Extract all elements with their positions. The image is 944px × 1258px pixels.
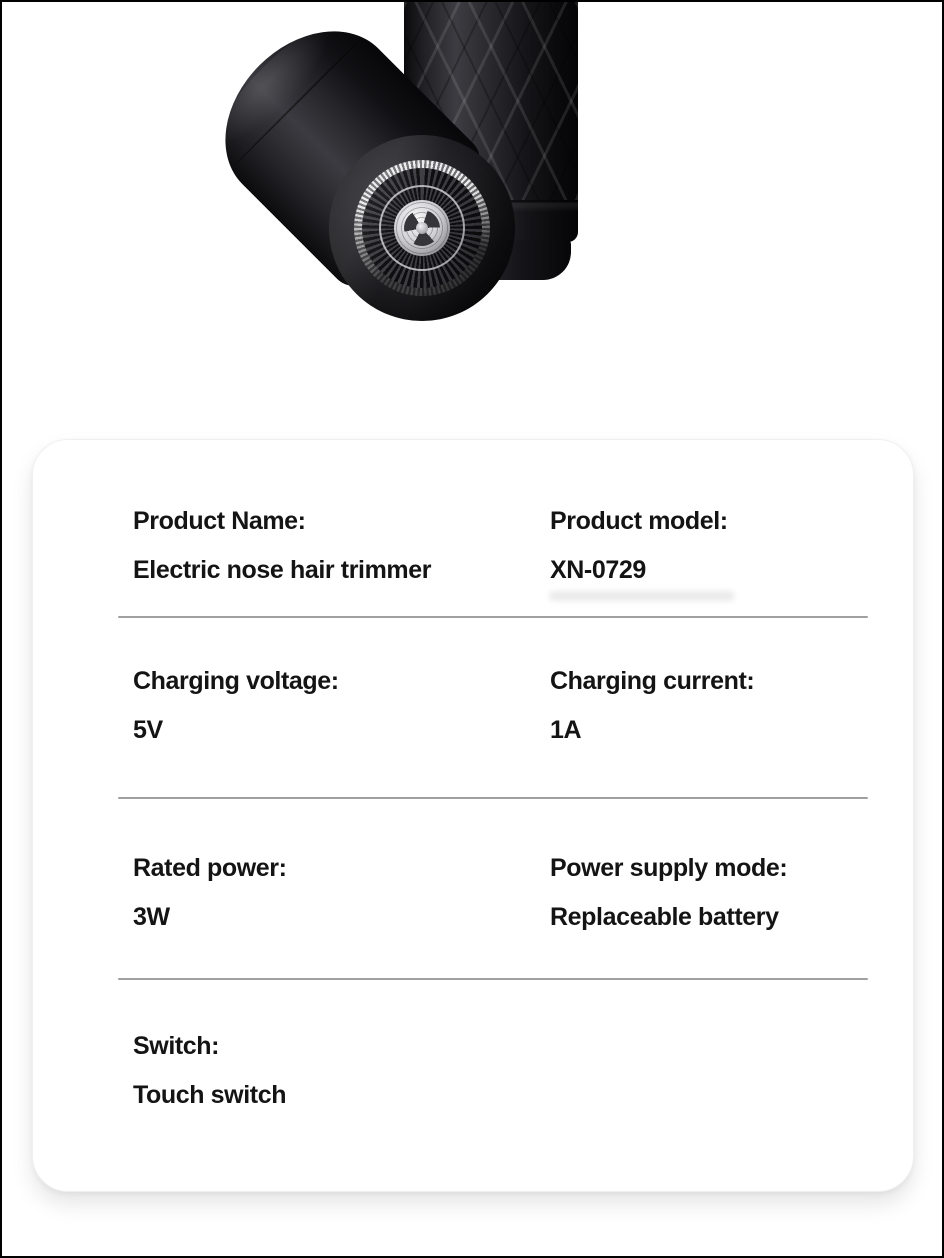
spec-item-charging-current [550, 666, 754, 745]
spec-row-product [33, 506, 913, 616]
spec-item-switch [133, 1031, 286, 1110]
spec-row-power [33, 853, 913, 963]
product-photo [2, 2, 944, 342]
blade-center-dot [416, 222, 428, 234]
spec-item-charging-voltage [133, 666, 339, 745]
row-divider [118, 616, 868, 618]
spec-item-product-name [133, 506, 431, 585]
spec-label: Charging voltage: [133, 667, 339, 695]
spec-value: XN-0729 [550, 556, 646, 584]
trimmer-head [329, 135, 515, 321]
spec-item-rated-power [133, 853, 287, 932]
spec-value: Replaceable battery [550, 903, 779, 931]
spec-item-product-model [550, 506, 728, 585]
row-divider [118, 797, 868, 799]
spec-label: Switch: [133, 1032, 220, 1060]
spec-value: 3W [133, 903, 170, 931]
watermark-smudge [549, 591, 735, 601]
spec-card [32, 439, 914, 1192]
spec-label: Product model: [550, 507, 728, 535]
spec-value: 1A [550, 716, 582, 744]
spec-label: Power supply mode: [550, 854, 788, 882]
spec-row-switch [33, 1031, 913, 1141]
spec-row-charging [33, 666, 913, 776]
spec-value: Electric nose hair trimmer [133, 556, 432, 584]
spec-item-power-supply-mode [550, 853, 787, 932]
row-divider [118, 978, 868, 980]
spec-label: Product Name: [133, 507, 306, 535]
spec-value: 5V [133, 716, 163, 744]
spec-label: Charging current: [550, 667, 755, 695]
spec-label: Rated power: [133, 854, 287, 882]
spec-value: Touch switch [133, 1081, 287, 1109]
